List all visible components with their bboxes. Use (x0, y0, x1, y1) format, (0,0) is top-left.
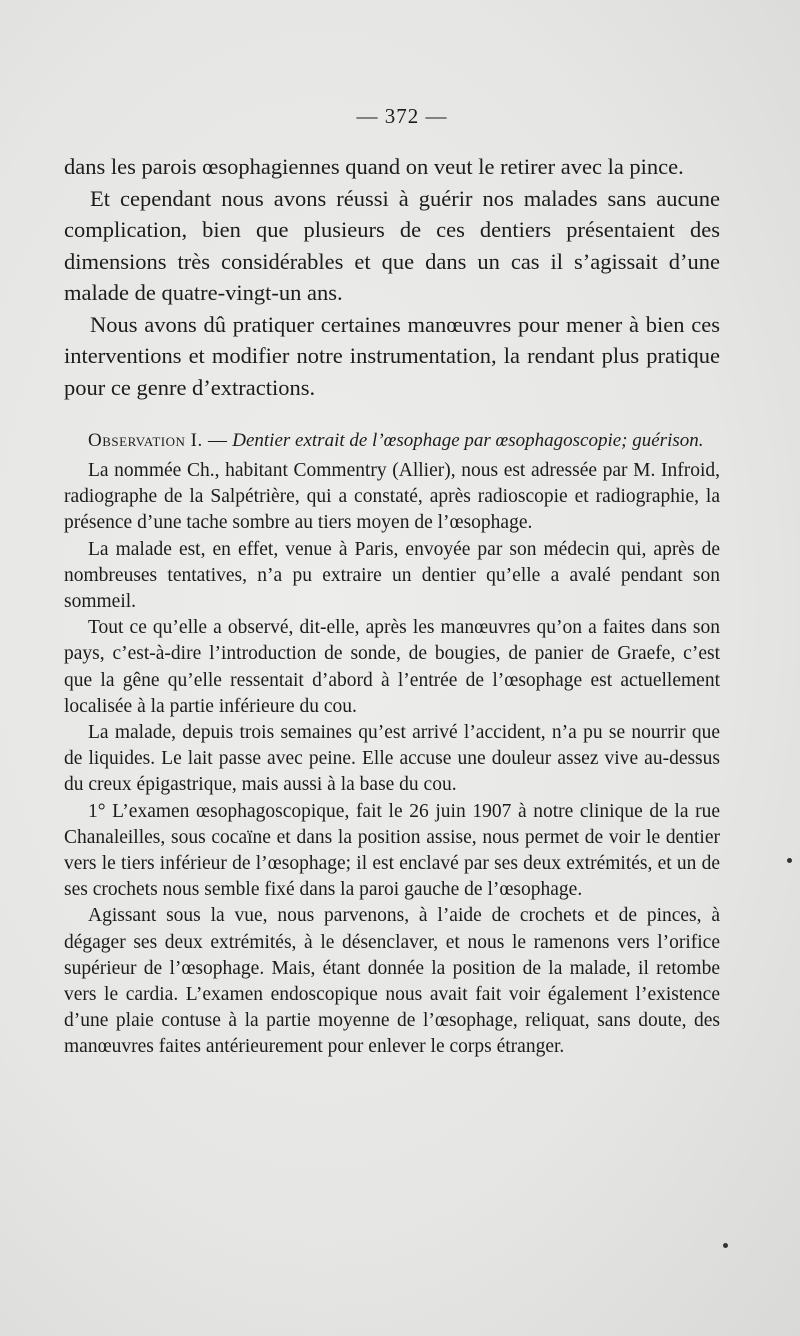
paragraph-manoeuvres: Nous avons dû pratiquer certaines manœuvres pour mener à bien ces interventions et modifier notre instrumentation, la rendant plus pratique pour ce genre d’extractions. (64, 311, 720, 400)
observation-paragraph-patient: La nommée Ch., habitant Commentry (Allier), nous est adressée par M. Infroid, radiographe de la Salpétrière, qui a constaté, après radioscopie et radiographie, la présence d’une tache sombre au tiers moyen de l’œsophage. (64, 460, 720, 534)
margin-speck (723, 1243, 728, 1248)
observation-paragraph-procedure: Agissant sous la vue, nous parvenons, à l’aide de crochets et de pinces, à dégager ses deux extrémités, à le désenclaver, et nous le ramenons vers l’orifice supérieur de l’œsophage. Mais, étant donnée la position de la malade, il retombe vers le cardia. L’examen endoscopique nous avait fait voir également l’existence d’une plaie contuse à la partie moyenne de l’œsophage, reliquat, sans doute, des manœuvres faites antérieurement pour enlever le corps étranger. (64, 905, 720, 1058)
observation-title: Dentier extrait de l’œsophage par œsophagoscopie; guérison. (232, 430, 704, 451)
observation-paragraph-exam: 1° L’examen œsophagoscopique, fait le 26 juin 1907 à notre clinique de la rue Chanaleilles, sous cocaïne et dans la position assise, nous permet de voir le dentier vers le tiers inférieur de l’œsophage; il est enclavé par ses deux extrémités, et un de ses crochets nous semble fixé dans la paroi gauche de l’œsophage. (64, 800, 720, 901)
observation-paragraph-symptoms: Tout ce qu’elle a observé, dit-elle, après les manœuvres qu’on a faites dans son pays, c’est-à-dire l’introduction de sonde, de bougies, de panier de Graefe, c’est que la gêne qu’elle ressentait d’abord à l’entrée de l’œsophage est actuellement localisée à la partie inférieure du cou. (64, 617, 720, 717)
paragraph-continuation: dans les parois œsophagiennes quand on veut le retirer avec la pince. (64, 154, 684, 179)
section-gap (64, 403, 720, 427)
paragraph-success: Et cependant nous avons réussi à guérir nos malades sans aucune complication, bien que plusieurs de ces dentiers présentaient des dimensions très considérables et que dans un cas il s’agissait d’une malade de quatre-vingt-un ans. (64, 185, 720, 305)
observation-heading (64, 427, 720, 454)
observation-paragraph-diet: La malade, depuis trois semaines qu’est arrivé l’accident, n’a pu se nourrir que de liquides. Le lait passe avec peine. Elle accuse une douleur assez vive au-dessus du creux épigastrique, mais aussi à la base du cou. (64, 722, 720, 796)
observation-paragraph-arrival: La malade est, en effet, venue à Paris, envoyée par son médecin qui, après de nombreuses tentatives, n’a pu extraire un dentier qu’elle a avalé pendant son sommeil. (64, 538, 720, 613)
margin-speck (787, 858, 792, 863)
page-number: — 372 — (356, 104, 448, 128)
observation-label: Observation I. — (88, 430, 228, 451)
